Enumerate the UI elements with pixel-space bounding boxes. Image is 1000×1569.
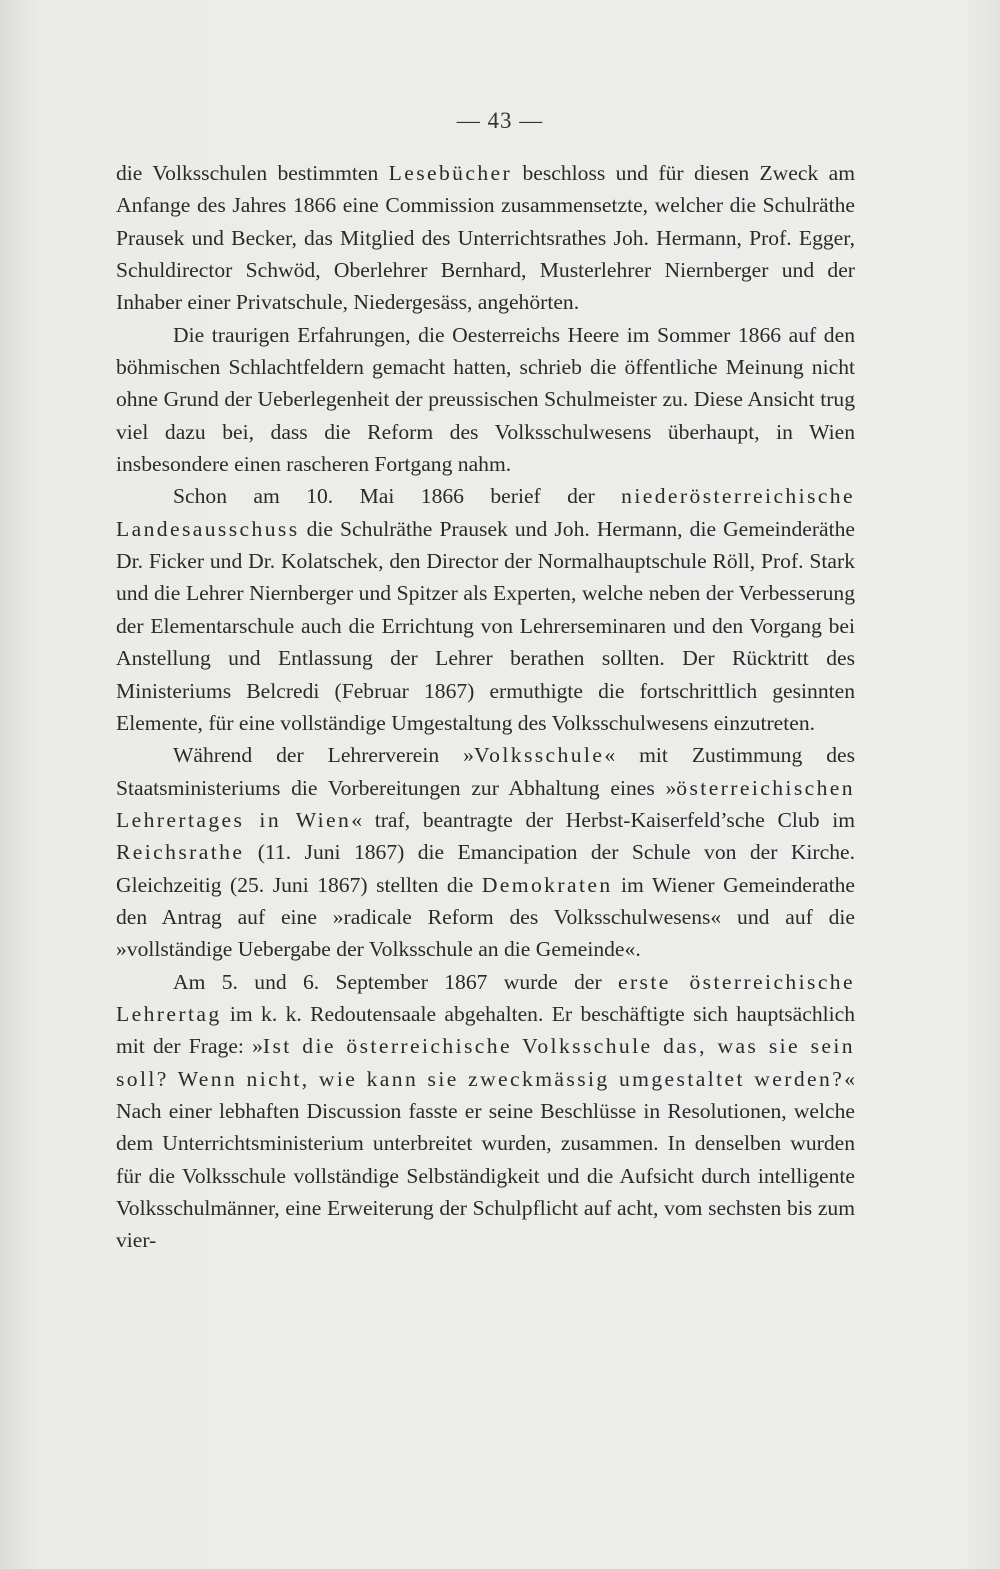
spaced-text: niederösterreichische Landesausschuss	[116, 484, 855, 541]
text-run: im Wiener Gemeinderathe den Antrag auf eine »radicale Reform des Volksschulwesens« und auf die »vollständige Uebergabe der Volksschule an die Gemeinde«.	[116, 872, 856, 962]
text-run: « mit Zustimmung des Staatsministeriums die Vorbereitungen zur Abhaltung eines »	[116, 743, 855, 800]
spaced-text: Ist die österreichische Volksschule das, was sie sein soll? Wenn nicht, wie kann sie zweckmässig umgestaltet werden?	[116, 1034, 855, 1091]
paragraph	[116, 319, 855, 481]
text-run: im k. k. Redoutensaale abgehalten. Er beschäftigte sich hauptsächlich mit der Frage: »	[116, 1001, 855, 1059]
spaced-text: Reichsrathe	[116, 840, 245, 865]
text-run: die Volksschulen bestimmten	[116, 161, 389, 185]
text-run: « traf, beantragte der Herbst-Kaiserfeld’sche Club im	[351, 807, 855, 832]
paragraph	[116, 480, 855, 739]
spaced-text: Demokraten	[481, 872, 613, 897]
spaced-text: Lesebücher	[388, 161, 513, 185]
page-number: — 43 —	[456, 108, 544, 133]
text-run: beschloss und für diesen Zweck am Anfange des Jahres 1866 eine Commission zusammensetzte, welcher die Schulräthe Prausek und Becker, das Mitglied des Unterrichtsrathes Joh. Hermann, Prof. Egger, Schuldirector Schwöd, Oberlehrer Bernhard, Musterlehrer Niernberger und der Inhaber einer Privatschule, Niedergesäss, angehörten.	[116, 161, 855, 315]
text-run: die Schulräthe Prausek und Joh. Hermann, die Gemeinderäthe Dr. Ficker und Dr. Kolatschek, den Director der Normalhauptschule Röll, Prof. Stark und die Lehrer Niernberger und Spitzer als Experten, welche neben der Verbesserung der Elementarschule auch die Errichtung von Lehrerseminaren und den Vorgang bei Anstellung und Entlassung der Lehrer berathen sollten. Der Rücktritt des Ministeriums Belcredi (Februar 1867) ermuthigte die fortschrittlich gesinnten Elemente, für eine vollständige Umgestaltung des Volksschulwesens einzutreten.	[116, 516, 855, 735]
text-run: Während der Lehrerverein »	[173, 743, 474, 768]
spaced-text: erste österreichische Lehrertag	[116, 969, 855, 1026]
spaced-text: österreichischen Lehrertages in Wien	[116, 775, 855, 832]
text-run: Die traurigen Erfahrungen, die Oesterreichs Heere im Sommer 1866 auf den böhmischen Schlachtfeldern gemacht hatten, schrieb die öffentliche Meinung nicht ohne Grund der Ueberlegenheit der preussischen Schulmeister zu. Diese Ansicht trug viel dazu bei, dass die Reform des Volksschulwesens überhaupt, in Wien insbesondere einen rascheren Fortgang nahm.	[116, 322, 855, 477]
spaced-text: Volksschule	[473, 743, 605, 768]
text-run: Am 5. und 6. September 1867 wurde der	[173, 969, 618, 994]
text-run: (11. Juni 1867) die Emancipation der Schule von der Kirche. Gleichzeitig (25. Juni 1867) stellten die	[116, 840, 855, 897]
paragraph	[116, 157, 855, 319]
text-run: Schon am 10. Mai 1866 berief der	[173, 484, 622, 509]
paragraph	[116, 739, 855, 965]
text-run: « Nach einer lebhaften Discussion fasste er seine Beschlüsse in Resolutionen, welche dem Unterrichtsministerium unterbreitet wurden, zusammen. In denselben wurden für die Volksschule vollständige Selbständigkeit und die Aufsicht durch intelligente Volksschulmänner, eine Erweiterung der Schulpflicht auf acht, vom sechsten bis zum vier-	[116, 1066, 855, 1253]
body-text	[116, 157, 855, 1257]
paragraph	[116, 966, 855, 1257]
